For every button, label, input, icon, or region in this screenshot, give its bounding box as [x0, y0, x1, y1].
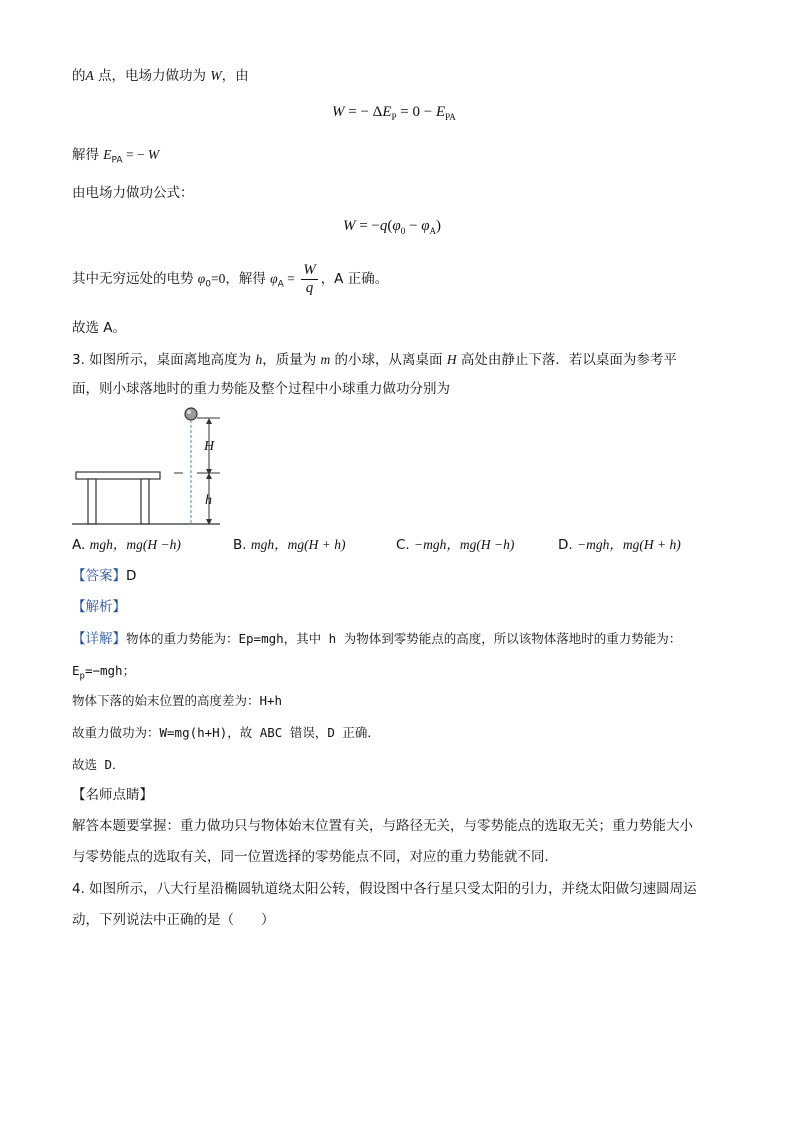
text-line: 解得 $E_{PA}$ = − W — [72, 147, 160, 166]
option-d: D. −mgh，mg(H + h) — [558, 537, 681, 553]
teacher-tip-heading: 【名师点睛】 — [72, 787, 153, 803]
question-3-line-1: 3. 如图所示，桌面离地高度为 h，质量为 m 的小球，从离桌面 H 高处由静止下落．若以桌面为参考平 — [72, 352, 677, 368]
option-c: C. −mgh，mg(H −h) — [396, 537, 515, 553]
question-4-line-2: 动，下列说法中正确的是（ ） — [72, 912, 275, 928]
option-a: A. mgh，mg(H −h) — [72, 537, 181, 553]
H-label: H — [204, 439, 215, 454]
teacher-tip-line-1: 解答本题要掌握：重力做功只与物体始末位置有关，与路径无关，与零势能点的选取无关；重力势能大小 — [72, 818, 693, 834]
text-line: 其中无穷远处的电势 $\varphi_0=0$，解得 $\varphi_A$ = $\frac{W}{q}$ ，A 正确。 — [72, 261, 389, 296]
answer-line: 【答案】D — [72, 568, 137, 584]
ball — [185, 408, 197, 420]
detail-line-4: 故重力做功为：W=mg(h+H)，故 ABC 错误，D 正确． — [72, 725, 380, 740]
equation-2: $W = -q(\varphi_0 - \varphi_A)$ — [343, 218, 442, 236]
table-ball-diagram — [70, 400, 230, 530]
h-label: h — [205, 493, 212, 508]
teacher-tip-line-2: 与零势能点的选取有关，同一位置选择的零势能点不同，对应的重力势能就不同． — [72, 849, 558, 865]
analysis-heading: 【解析】 — [72, 599, 126, 615]
detail-line-1: 【详解】物体的重力势能为：Ep=mgh，其中 h 为物体到零势能点的高度，所以该物体落地时的重力势能为： — [72, 631, 682, 647]
equation-1: W = − $\Delta E_P = 0 - E_{PA}$ — [332, 104, 456, 122]
text-line: 由电场力做功公式： — [72, 185, 194, 201]
text-line: 的A 点，电场力做功为 W，由 — [72, 68, 249, 84]
detail-line-5: 故选 D． — [72, 757, 125, 772]
table — [76, 472, 160, 524]
text-line: 故选 A。 — [72, 320, 127, 336]
detail-line-3: 物体下落的始末位置的高度差为：H+h — [72, 693, 283, 708]
question-4-line-1: 4. 如图所示，八大行星沿椭圆轨道绕太阳公转，假设图中各行星只受太阳的引力，并绕太阳做匀速圆周运 — [72, 881, 697, 897]
detail-line-2: $E_p=-mgh$； — [72, 663, 136, 682]
fraction: $\frac{W}{q}$ — [303, 261, 316, 296]
option-b: B. mgh，mg(H + h) — [233, 537, 346, 553]
question-3-line-2: 面，则小球落地时的重力势能及整个过程中小球重力做功分别为 — [72, 381, 450, 397]
